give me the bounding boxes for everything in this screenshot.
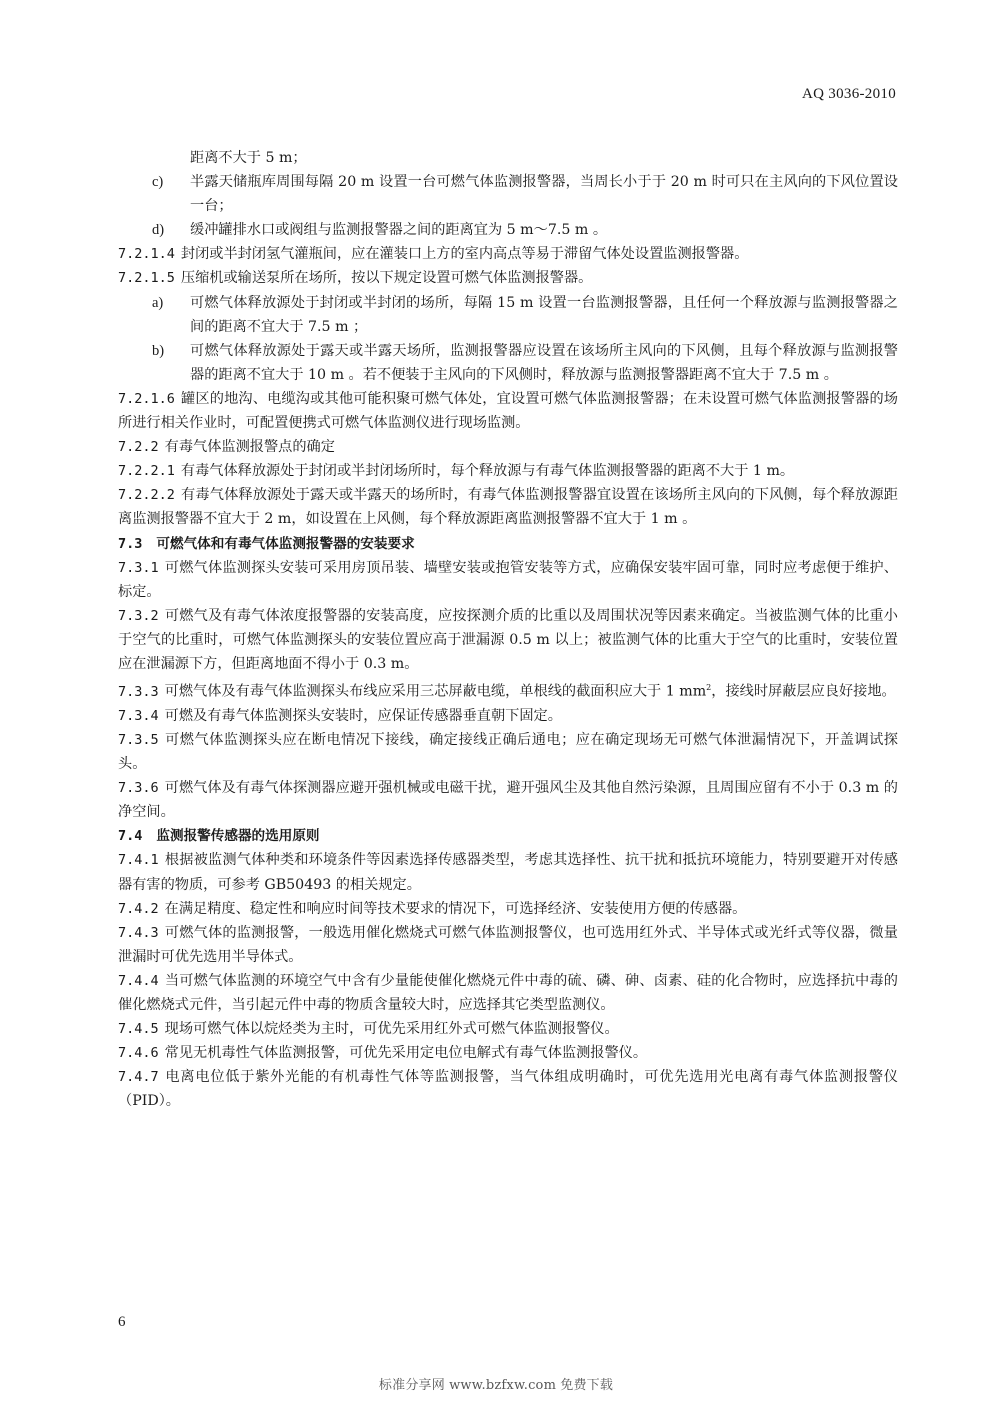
list-item-b [118,339,898,387]
clause-number: 7.2.2.2 [118,487,175,504]
clause-7-3-2 [118,604,898,676]
footer-note: 免费下载 [560,1378,614,1393]
clause-7-4-2 [118,897,898,921]
section-title: 监测报警传感器的选用原则 [156,828,320,845]
list-text: 半露天储瓶库周围每隔 20 m 设置一台可燃气体监测报警器，当周长小于于 20 m 时可只在主风向的下风位置设一台； [190,174,898,215]
clause-7-4-3 [118,921,898,969]
clause-number: 7.2.1.4 [118,246,175,263]
clause-number: 7.3.4 [118,707,159,724]
clause-7-4-6 [118,1041,898,1065]
clause-7-3-4 [118,704,898,728]
superscript: 2 [706,683,712,693]
clause-7-3-3 [118,676,898,704]
list-item-c [118,170,898,218]
clause-number: 7.2.1.5 [118,270,175,287]
clause-text: 有毒气体释放源处于露天或半露天的场所时，有毒气体监测报警器宜设置在该场所主风向的下风侧，每个释放源距离监测报警器不宜大于 2 m，如设置在上风侧，每个释放源距离监测报警器不宜大于 1 m 。 [118,487,898,528]
clause-7-2-1-5 [118,266,898,290]
clause-text: 有毒气体监测报警点的确定 [164,439,335,456]
clause-text: 在满足精度、稳定性和响应时间等技术要求的情况下，可选择经济、安装使用方便的传感器。 [164,900,747,917]
list-label: d) [152,222,165,239]
clause-number: 7.3.2 [118,607,159,624]
clause-text: 根据被监测气体种类和环境条件等因素选择传感器类型，考虑其选择性、抗干扰和抵抗环境能力，特别要避开对传感器有害的物质，可参考 GB50493 的相关规定。 [118,852,898,893]
clause-number: 7.3.5 [118,731,159,748]
clause-number: 7.3.1 [118,559,159,576]
clause-text: 罐区的地沟、电缆沟或其他可能积聚可燃气体处，宜设置可燃气体监测报警器；在未设置可燃气体监测报警器的场所进行相关作业时，可配置便携式可燃气体监测仪进行现场监测。 [118,390,898,432]
clause-number: 7.4.3 [118,924,159,941]
clause-7-2-2-2 [118,483,898,531]
clause-text: 可燃及有毒气体监测探头安装时，应保证传感器垂直朝下固定。 [164,707,562,724]
list-text: 缓冲罐排水口或阀组与监测报警器之间的距离宜为 5 m～7.5 m 。 [190,222,608,239]
section-heading-7-3 [118,532,898,556]
section-number: 7.3 [118,535,143,552]
list-item-a [118,291,898,339]
list-label: c) [152,174,164,191]
clause-text: 可燃气体及有毒气体探测器应避开强机械或电磁干扰，避开强风尘及其他自然污染源，且周围应留有不小于 0.3 m 的净空间。 [118,780,898,821]
clause-7-2-1-6 [118,387,898,435]
page-number: 6 [118,1314,126,1330]
list-label: a) [152,294,164,311]
clause-text: 有毒气体释放源处于封闭或半封闭场所时，每个释放源与有毒气体监测报警器的距离不大于 1 m。 [180,463,795,480]
clause-7-3-1 [118,556,898,604]
standard-code-header: AQ 3036-2010 [801,86,896,102]
clause-text-end: ，接线时屏蔽层应良好接地。 [711,683,896,700]
list-text: 可燃气体释放源处于封闭或半封闭的场所，每隔 15 m 设置一台监测报警器，且任何一个释放源与监测报警器之间的距离不宜大于 7.5 m ； [190,294,898,335]
clause-7-4-4 [118,969,898,1017]
clause-text: 现场可燃气体以烷烃类为主时，可优先采用红外式可燃气体监测报警仪。 [164,1021,619,1038]
section-heading-7-4 [118,824,898,848]
clause-7-4-5 [118,1017,898,1041]
clause-7-3-6 [118,776,898,824]
clause-7-4-7 [118,1065,898,1113]
clause-7-2-2-1 [118,459,898,483]
list-text: 可燃气体释放源处于露天或半露天场所，监测报警器应设置在该场所主风向的下风侧，且每个释放源与监测报警器的距离不宜大于 10 m 。若不便装于主风向的下风侧时，释放源与监测报警器距离不宜大于 7.5 m 。 [190,342,898,383]
clause-number: 7.3.3 [118,683,159,700]
section-title: 可燃气体和有毒气体监测报警器的安装要求 [156,535,415,552]
clause-text: 压缩机或输送泵所在场所，按以下规定设置可燃气体监测报警器。 [180,270,593,287]
clause-number: 7.4.4 [118,972,159,989]
clause-text: 电离电位低于紫外光能的有机毒性气体等监测报警，当气体组成明确时，可优先选用光电离有毒气体监测报警仪（PID）。 [118,1069,898,1110]
clause-number: 7.4.1 [118,852,159,869]
clause-7-3-5 [118,728,898,776]
footer-url[interactable]: www.bzfxw.com [449,1378,557,1393]
section-number: 7.4 [118,828,143,845]
clause-number: 7.2.2 [118,439,159,456]
clause-number: 7.4.2 [118,900,159,917]
clause-number: 7.3.6 [118,780,159,797]
list-item-d [118,218,898,242]
clause-7-2-2 [118,435,898,459]
clause-text: 可燃气及有毒气体浓度报警器的安装高度，应按探测介质的比重以及周围状况等因素来确定。当被监测气体的比重小于空气的比重时，可燃气体监测探头的安装位置应高于泄漏源 0.5 m 以上；被监测气体的比重大于空气的比重时，安装位置应在泄漏源下方，但距离地面不得小于 0.3 m。 [118,607,898,672]
clause-number: 7.2.1.6 [118,390,175,407]
clause-text: 可燃气体监测探头安装可采用房顶吊装、墙壁安装或抱管安装等方式，应确保安装牢固可靠，同时应考虑便于维护、标定。 [118,559,898,600]
clause-text: 可燃气体监测探头应在断电情况下接线，确定接线正确后通电；应在确定现场无可燃气体泄漏情况下，开盖调试探头。 [118,731,898,773]
clause-text: 可燃气体的监测报警，一般选用催化燃烧式可燃气体监测报警仪，也可选用红外式、半导体式或光纤式等仪器，微量泄漏时可优先选用半导体式。 [118,924,898,965]
clause-7-4-1 [118,848,898,896]
clause-number: 7.4.6 [118,1045,159,1062]
footer [0,1374,992,1393]
document-body [118,146,898,1113]
clause-text: 封闭或半封闭氢气灌瓶间，应在灌装口上方的室内高点等易于滞留气体处设置监测报警器。 [180,246,749,263]
continuation-text: 距离不大于 5 m； [190,150,307,166]
clause-number: 7.4.5 [118,1021,159,1038]
clause-text: 当可燃气体监测的环境空气中含有少量能使催化燃烧元件中毒的硫、磷、砷、卤素、硅的化合物时，应选择抗中毒的催化燃烧式元件，当引起元件中毒的物质含量较大时，应选择其它类型监测仪。 [118,972,898,1014]
clause-text: 常见无机毒性气体监测报警，可优先采用定电位电解式有毒气体监测报警仪。 [164,1045,648,1062]
clause-number: 7.4.7 [118,1069,159,1086]
footer-site-name: 标准分享网 [378,1378,445,1393]
clause-number: 7.2.2.1 [118,463,175,480]
clause-7-2-1-4 [118,242,898,266]
clause-text: 可燃气体及有毒气体监测探头布线应采用三芯屏蔽电缆，单根线的截面积应大于 1 mm [164,683,707,700]
list-label: b) [152,342,165,359]
